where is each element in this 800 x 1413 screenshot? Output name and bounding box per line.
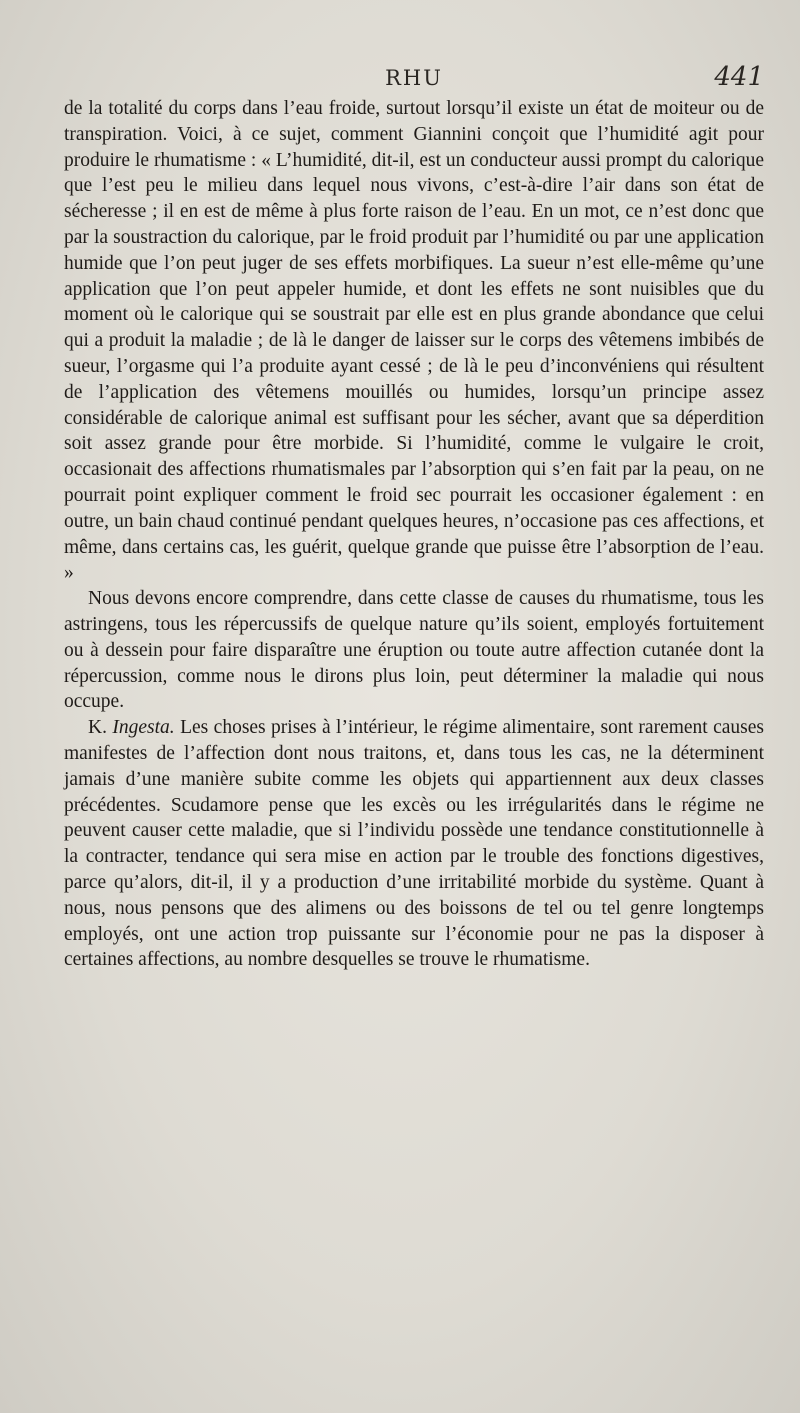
section-letter: K. — [88, 717, 107, 739]
paragraph-astringens: Nous devons encore comprendre, dans cette classe de causes du rhumatisme, tous les astringens, tous les répercussifs de quelque nature qu’ils soient, employés fortuitement ou à dessein pour faire disparaître une éruption ou toute autre affection cutanée dont la répercussion, comme nous le dirons plus loin, peut déterminer la maladie qui nous occupe. — [64, 588, 764, 713]
paragraph-ingesta — [64, 715, 764, 973]
running-head: RHU — [385, 66, 443, 90]
page-number: 441 — [714, 62, 764, 92]
body-text — [64, 96, 764, 973]
paragraph-ingesta-text: Les choses prises à l’intérieur, le régime alimentaire, sont rarement causes manifestes de l’affection dont nous traitons, et, dans tous les cas, ne la déterminent jamais d’une manière subite comme les objets qui appartiennent aux deux classes précédentes. Scudamore pense que les excès ou les irrégularités dans le régime ne peuvent causer cette maladie, que si l’individu possède une tendance constitutionnelle à la contracter, tendance qui sera mise en action par le trouble des fonctions digestives, parce qu’alors, dit-il, il y a production d’une irritabilité morbide du système. Quant à nous, nous pensons que des alimens ou des boissons de tel ou tel genre longtemps employés, ont une action trop puissante sur l’économie pour ne pas la disposer à certaines affections, au nombre desquelles se trouve le rhumatisme. — [64, 717, 765, 971]
paragraph-continuation: de la totalité du corps dans l’eau froide, surtout lorsqu’il existe un état de moiteur ou de transpiration. Voici, à ce sujet, comment Giannini conçoit que l’humidité agit pour produire le rhumatisme : « L’humidité, dit-il, est un conducteur aussi prompt du calorique que l’est peu le milieu dans lequel nous vivons, c’est-à-dire l’air dans son état de sécheresse ; il en est de même à plus forte raison de l’eau. En un mot, ce n’est donc que par la soustraction du calorique, par le froid produit par l’humidité ou par une application humide que l’on peut juger de ses effets morbifiques. La sueur n’est elle-même qu’une application que l’on peut appeler humide, et dont les effets ne sont nuisibles que du moment où le calorique qui se soustrait par elle est en plus grande abondance que celui qui a produit la maladie ; de là le danger de laisser sur le corps des vêtemens imbibés de sueur, l’orgasme qui l’a produite ayant cessé ; de là le peu d’inconvéniens qui résultent de l’application des vêtemens mouillés ou humides, lorsqu’un principe assez considérable de calorique animal est suffisant pour les sécher, avant que sa déperdition soit assez grande pour être morbide. Si l’humidité, comme le vulgaire le croit, occasionait des affections rhumatismales par l’absorption qui s’en fait par la peau, on ne pourrait point expliquer comment le froid sec pourrait les occasioner également : en outre, un bain chaud continué pendant quelques heures, n’occasione pas ces affections, et même, dans certains cas, les guérit, quelque grande que puisse être l’absorption de l’eau. » — [64, 98, 764, 584]
section-heading-ingesta: Ingesta. — [112, 717, 175, 739]
page-header — [64, 62, 764, 94]
